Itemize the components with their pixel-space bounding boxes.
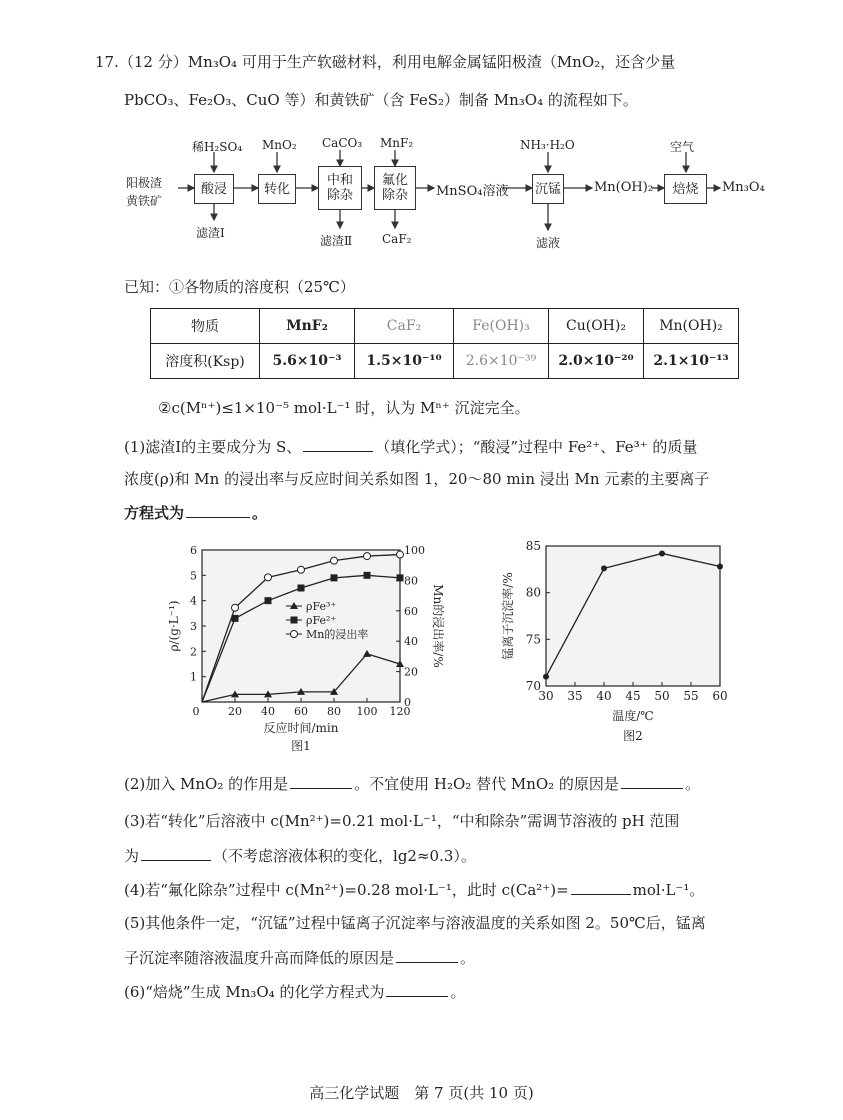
y-left-tick-label: 6 <box>190 544 197 557</box>
table-cell: Cu(OH)₂ <box>549 309 644 344</box>
stem-line-1: 17.（12 分）Mn₃O₄ 可用于生产软磁材料，利用电解金属锰阳极渣（MnO₂，还含少量 <box>95 53 676 71</box>
known-note-2: ②c(Mⁿ⁺)≤1×10⁻⁵ mol·L⁻¹ 时，认为 Mⁿ⁺ 沉淀完全。 <box>158 399 530 417</box>
y-right-tick-label: 100 <box>404 544 425 557</box>
answer-blank[interactable] <box>621 772 683 789</box>
answer-blank[interactable] <box>303 435 373 452</box>
y-right-axis-label: Mn的浸出率/% <box>431 584 445 668</box>
data-point <box>543 674 549 680</box>
y-tick-label: 85 <box>525 539 541 553</box>
data-point <box>397 574 404 581</box>
q6-text-a: (6)“焙烧”生成 Mn₃O₄ 的化学方程式为 <box>124 983 385 1001</box>
mn3o4-product-label: Mn₃O₄ <box>722 180 765 195</box>
y-left-tick-label: 1 <box>190 670 197 684</box>
legend-label: ρFe³⁺ <box>306 600 337 613</box>
y-left-tick-label: 2 <box>190 645 197 659</box>
data-point <box>659 550 665 556</box>
data-point <box>331 557 338 564</box>
x-tick-label: 45 <box>625 689 641 703</box>
x-tick-label: 55 <box>683 689 699 703</box>
step-neutralize: 中和 除杂 <box>318 166 362 210</box>
q6-text-b: 。 <box>450 983 466 1001</box>
reagent-h2so4: 稀H₂SO₄ <box>192 140 243 154</box>
q1-line-1 <box>124 435 697 458</box>
reagent-mnf2: MnF₂ <box>380 136 414 150</box>
y-right-tick-label: 20 <box>404 665 418 679</box>
x-origin-label: 0 <box>192 705 200 718</box>
q1-text-a: (1)滤渣Ⅰ的主要成分为 S、 <box>124 438 302 456</box>
x-tick-label: 60 <box>294 705 308 718</box>
q3-line-1: (3)若“转化”后溶液中 c(Mn²⁺)=0.21 mol·L⁻¹，“中和除杂”需调节溶液的 pH 范围 <box>124 812 680 830</box>
answer-blank[interactable] <box>141 844 211 861</box>
page-footer: 高三化学试题 第 7 页(共 10 页) <box>309 1084 534 1102</box>
step-roast: 焙烧 <box>664 174 707 204</box>
q2-text-a: (2)加入 MnO₂ 的作用是 <box>124 775 289 793</box>
data-point <box>298 566 305 573</box>
data-point <box>298 585 305 592</box>
table-cell: 2.0×10⁻²⁰ <box>549 344 644 379</box>
x-tick-label: 30 <box>538 689 554 703</box>
q5-line-2 <box>124 946 475 969</box>
answer-blank[interactable] <box>396 946 458 963</box>
y-right-tick-label: 80 <box>404 574 418 588</box>
process-flow-chart <box>122 128 772 260</box>
x-tick-label: 60 <box>712 689 728 703</box>
figure-caption: 图1 <box>291 739 311 753</box>
data-point <box>265 597 272 604</box>
x-tick-label: 120 <box>389 705 411 718</box>
answer-blank[interactable] <box>571 878 631 895</box>
q2-line <box>124 772 700 795</box>
input-anode-residue: 阳极渣 <box>126 176 163 190</box>
y-right-tick-label: 0 <box>404 696 411 709</box>
q1-line-2: 浓度(ρ)和 Mn 的浸出率与反应时间关系如图 1，20～80 min 浸出 Mn 元素的主要离子 <box>124 470 710 488</box>
table-cell: 溶度积(Ksp) <box>151 344 260 379</box>
y-left-tick-label: 5 <box>190 569 197 583</box>
filtrate: 滤液 <box>536 236 561 250</box>
reagent-mno2: MnO₂ <box>262 138 297 152</box>
table-cell: 物质 <box>151 309 260 344</box>
q5-text-b: 子沉淀率随溶液温度升高而降低的原因是 <box>124 949 395 967</box>
x-tick-label: 35 <box>567 689 583 703</box>
data-point <box>265 574 272 581</box>
q5-line-1: (5)其他条件一定，“沉锰”过程中锰离子沉淀率与溶液温度的关系如图 2。50℃后，锰离 <box>124 914 706 932</box>
figure-1-chart <box>164 534 448 760</box>
q3-line-2 <box>124 844 476 867</box>
legend-marker <box>291 617 298 624</box>
x-tick-label: 40 <box>261 705 275 718</box>
reagent-caco3: CaCO₃ <box>322 136 363 150</box>
stem-line-2: PbCO₃、Fe₂O₃、CuO 等）和黄铁矿（含 FeS₂）制备 Mn₃O₄ 的流程如下。 <box>124 91 638 109</box>
reagent-air: 空气 <box>670 140 695 154</box>
data-point <box>364 572 371 579</box>
step-fluorination: 氟化 除杂 <box>374 166 416 210</box>
table-cell: 2.1×10⁻¹³ <box>644 344 739 379</box>
residue-caf2: CaF₂ <box>382 232 412 246</box>
legend-label: ρFe²⁺ <box>306 614 337 627</box>
reagent-ammonia: NH₃·H₂O <box>520 138 575 152</box>
table-cell: 2.6×10⁻³⁹ <box>454 344 549 379</box>
q3-text-c: （不考虑溶液体积的变化，lg2≈0.3）。 <box>213 847 476 865</box>
answer-blank[interactable] <box>290 772 352 789</box>
x-tick-label: 20 <box>228 705 242 718</box>
legend-label: Mn的浸出率 <box>306 628 369 641</box>
y-left-tick-label: 4 <box>190 594 197 608</box>
q1-text-d: 方程式为 <box>124 504 185 522</box>
data-point <box>717 564 723 570</box>
x-tick-label: 100 <box>356 705 378 718</box>
figure-2-chart <box>500 534 762 760</box>
y-right-tick-label: 40 <box>404 635 418 649</box>
table-cell: MnF₂ <box>260 309 355 344</box>
q4-line <box>124 878 704 901</box>
q4-text-a: (4)若“氟化除杂”过程中 c(Mn²⁺)=0.28 mol·L⁻¹，此时 c(Ca²⁺)= <box>124 881 569 899</box>
answer-blank[interactable] <box>186 501 250 518</box>
y-left-axis-label: ρ/(g·L⁻¹) <box>167 600 181 652</box>
x-axis-label: 温度/℃ <box>612 709 654 723</box>
q1-text-b: （填化学式）；“酸浸”过程中 Fe²⁺、Fe³⁺ 的质量 <box>375 438 698 456</box>
step-conversion: 转化 <box>258 174 296 204</box>
table-row <box>151 344 739 379</box>
table-row <box>151 309 739 344</box>
y-left-tick-label: 3 <box>190 620 197 633</box>
y-right-tick-label: 60 <box>404 604 418 618</box>
q2-text-b: 。不宜使用 H₂O₂ 替代 MnO₂ 的原因是 <box>354 775 619 793</box>
x-tick-label: 50 <box>654 689 670 703</box>
table-cell: 1.5×10⁻¹⁰ <box>355 344 454 379</box>
answer-blank[interactable] <box>386 980 448 997</box>
x-axis-label: 反应时间/min <box>263 721 339 735</box>
step-acid-leach: 酸浸 <box>194 174 234 204</box>
y-axis-label: 锰离子沉淀率/% <box>501 572 515 660</box>
x-tick-label: 40 <box>596 689 612 703</box>
q3-text-b: 为 <box>124 847 140 865</box>
figure-caption: 图2 <box>623 729 643 743</box>
data-point <box>331 574 338 581</box>
residue-1: 滤渣Ⅰ <box>196 226 225 240</box>
mnso4-solution-label: MnSO₄溶液 <box>436 184 509 199</box>
data-point <box>364 553 371 560</box>
data-point <box>397 551 404 558</box>
y-tick-label: 70 <box>525 679 541 693</box>
step-precipitate-mn: 沉锰 <box>532 174 564 204</box>
table-cell: Mn(OH)₂ <box>644 309 739 344</box>
known-title: 已知：①各物质的溶度积（25℃） <box>124 278 355 296</box>
mnoh2-label: Mn(OH)₂ <box>594 180 654 195</box>
q6-line <box>124 980 465 1003</box>
legend-marker <box>291 631 298 638</box>
y-tick-label: 75 <box>525 632 541 647</box>
residue-2: 滤渣Ⅱ <box>320 234 353 248</box>
ksp-table <box>150 308 739 379</box>
q1-line-3: 方程式为 。 <box>124 501 267 524</box>
x-tick-label: 80 <box>327 705 341 718</box>
q5-text-c: 。 <box>460 949 476 967</box>
q2-text-c: 。 <box>684 775 700 793</box>
data-point <box>601 565 607 571</box>
q4-text-b: mol·L⁻¹。 <box>632 881 705 899</box>
table-cell: 5.6×10⁻³ <box>260 344 355 379</box>
y-tick-label: 80 <box>525 585 541 600</box>
data-point <box>232 604 239 611</box>
input-pyrite: 黄铁矿 <box>126 194 163 208</box>
plot-area <box>546 546 720 686</box>
table-cell: CaF₂ <box>355 309 454 344</box>
table-cell: Fe(OH)₃ <box>454 309 549 344</box>
